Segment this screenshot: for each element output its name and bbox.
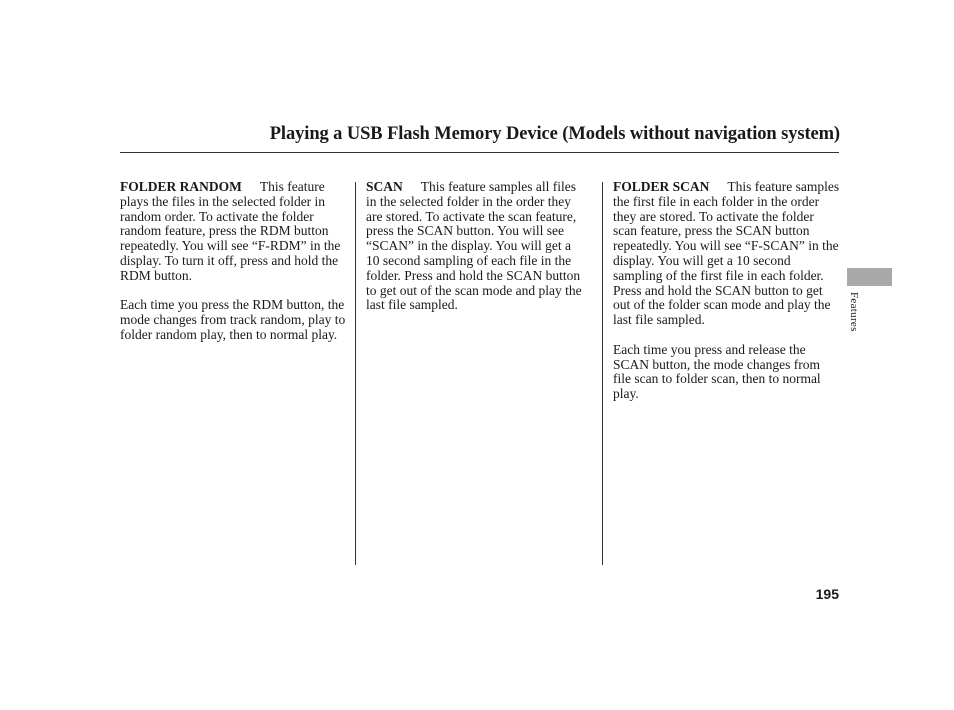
folder-scan-note-text: Each time you press and release the SCAN button, the mode changes from file scan to folder scan, then to normal play.: [613, 341, 821, 402]
folder-random-note-text: Each time you press the RDM button, the mode changes from track random, play to folder random play, then to normal play.: [120, 297, 346, 342]
column-divider-1: [355, 182, 356, 565]
page-number: 195: [815, 586, 839, 602]
column-scan: [366, 180, 586, 313]
section-tab-marker: [847, 268, 892, 286]
folder-scan-note: [613, 343, 841, 402]
page-title: Playing a USB Flash Memory Device (Models without navigation system): [269, 124, 840, 144]
scan-text: This feature samples all files in the selected folder in the order they are stored. To activate the scan feature, press the SCAN button. You will see “SCAN” in the display. You will get a 10 second sampling of each file in the folder. Press and hold the SCAN button to get out of the scan mode and play the last file sampled.: [366, 179, 582, 313]
title-divider: [120, 152, 839, 153]
scan-paragraph: [366, 180, 586, 313]
section-tab-label: Features: [848, 292, 860, 332]
column-folder-random: [120, 180, 348, 343]
folder-scan-text: This feature samples the first file in each folder in the order they are stored. To activate the folder scan feature, press the SCAN button repeatedly. You will see “F-SCAN” in the display. You will get a 10 second sampling of the first file in each folder. Press and hold the SCAN button to get out of the folder scan mode and play the last file sampled.: [613, 179, 840, 328]
folder-random-note: [120, 298, 348, 342]
folder-scan-paragraph: [613, 180, 841, 328]
column-folder-scan: [613, 180, 841, 402]
folder-random-heading: FOLDER RANDOM: [120, 179, 242, 194]
folder-scan-heading: FOLDER SCAN: [613, 179, 710, 194]
column-divider-2: [602, 182, 603, 565]
folder-random-paragraph: [120, 180, 348, 284]
scan-heading: SCAN: [366, 179, 403, 194]
folder-random-text: This feature plays the files in the selected folder in random order. To activate the folder random feature, press the RDM button repeatedly. You will see “F-RDM” in the display. To turn it off, press and hold the RDM button.: [120, 179, 341, 283]
